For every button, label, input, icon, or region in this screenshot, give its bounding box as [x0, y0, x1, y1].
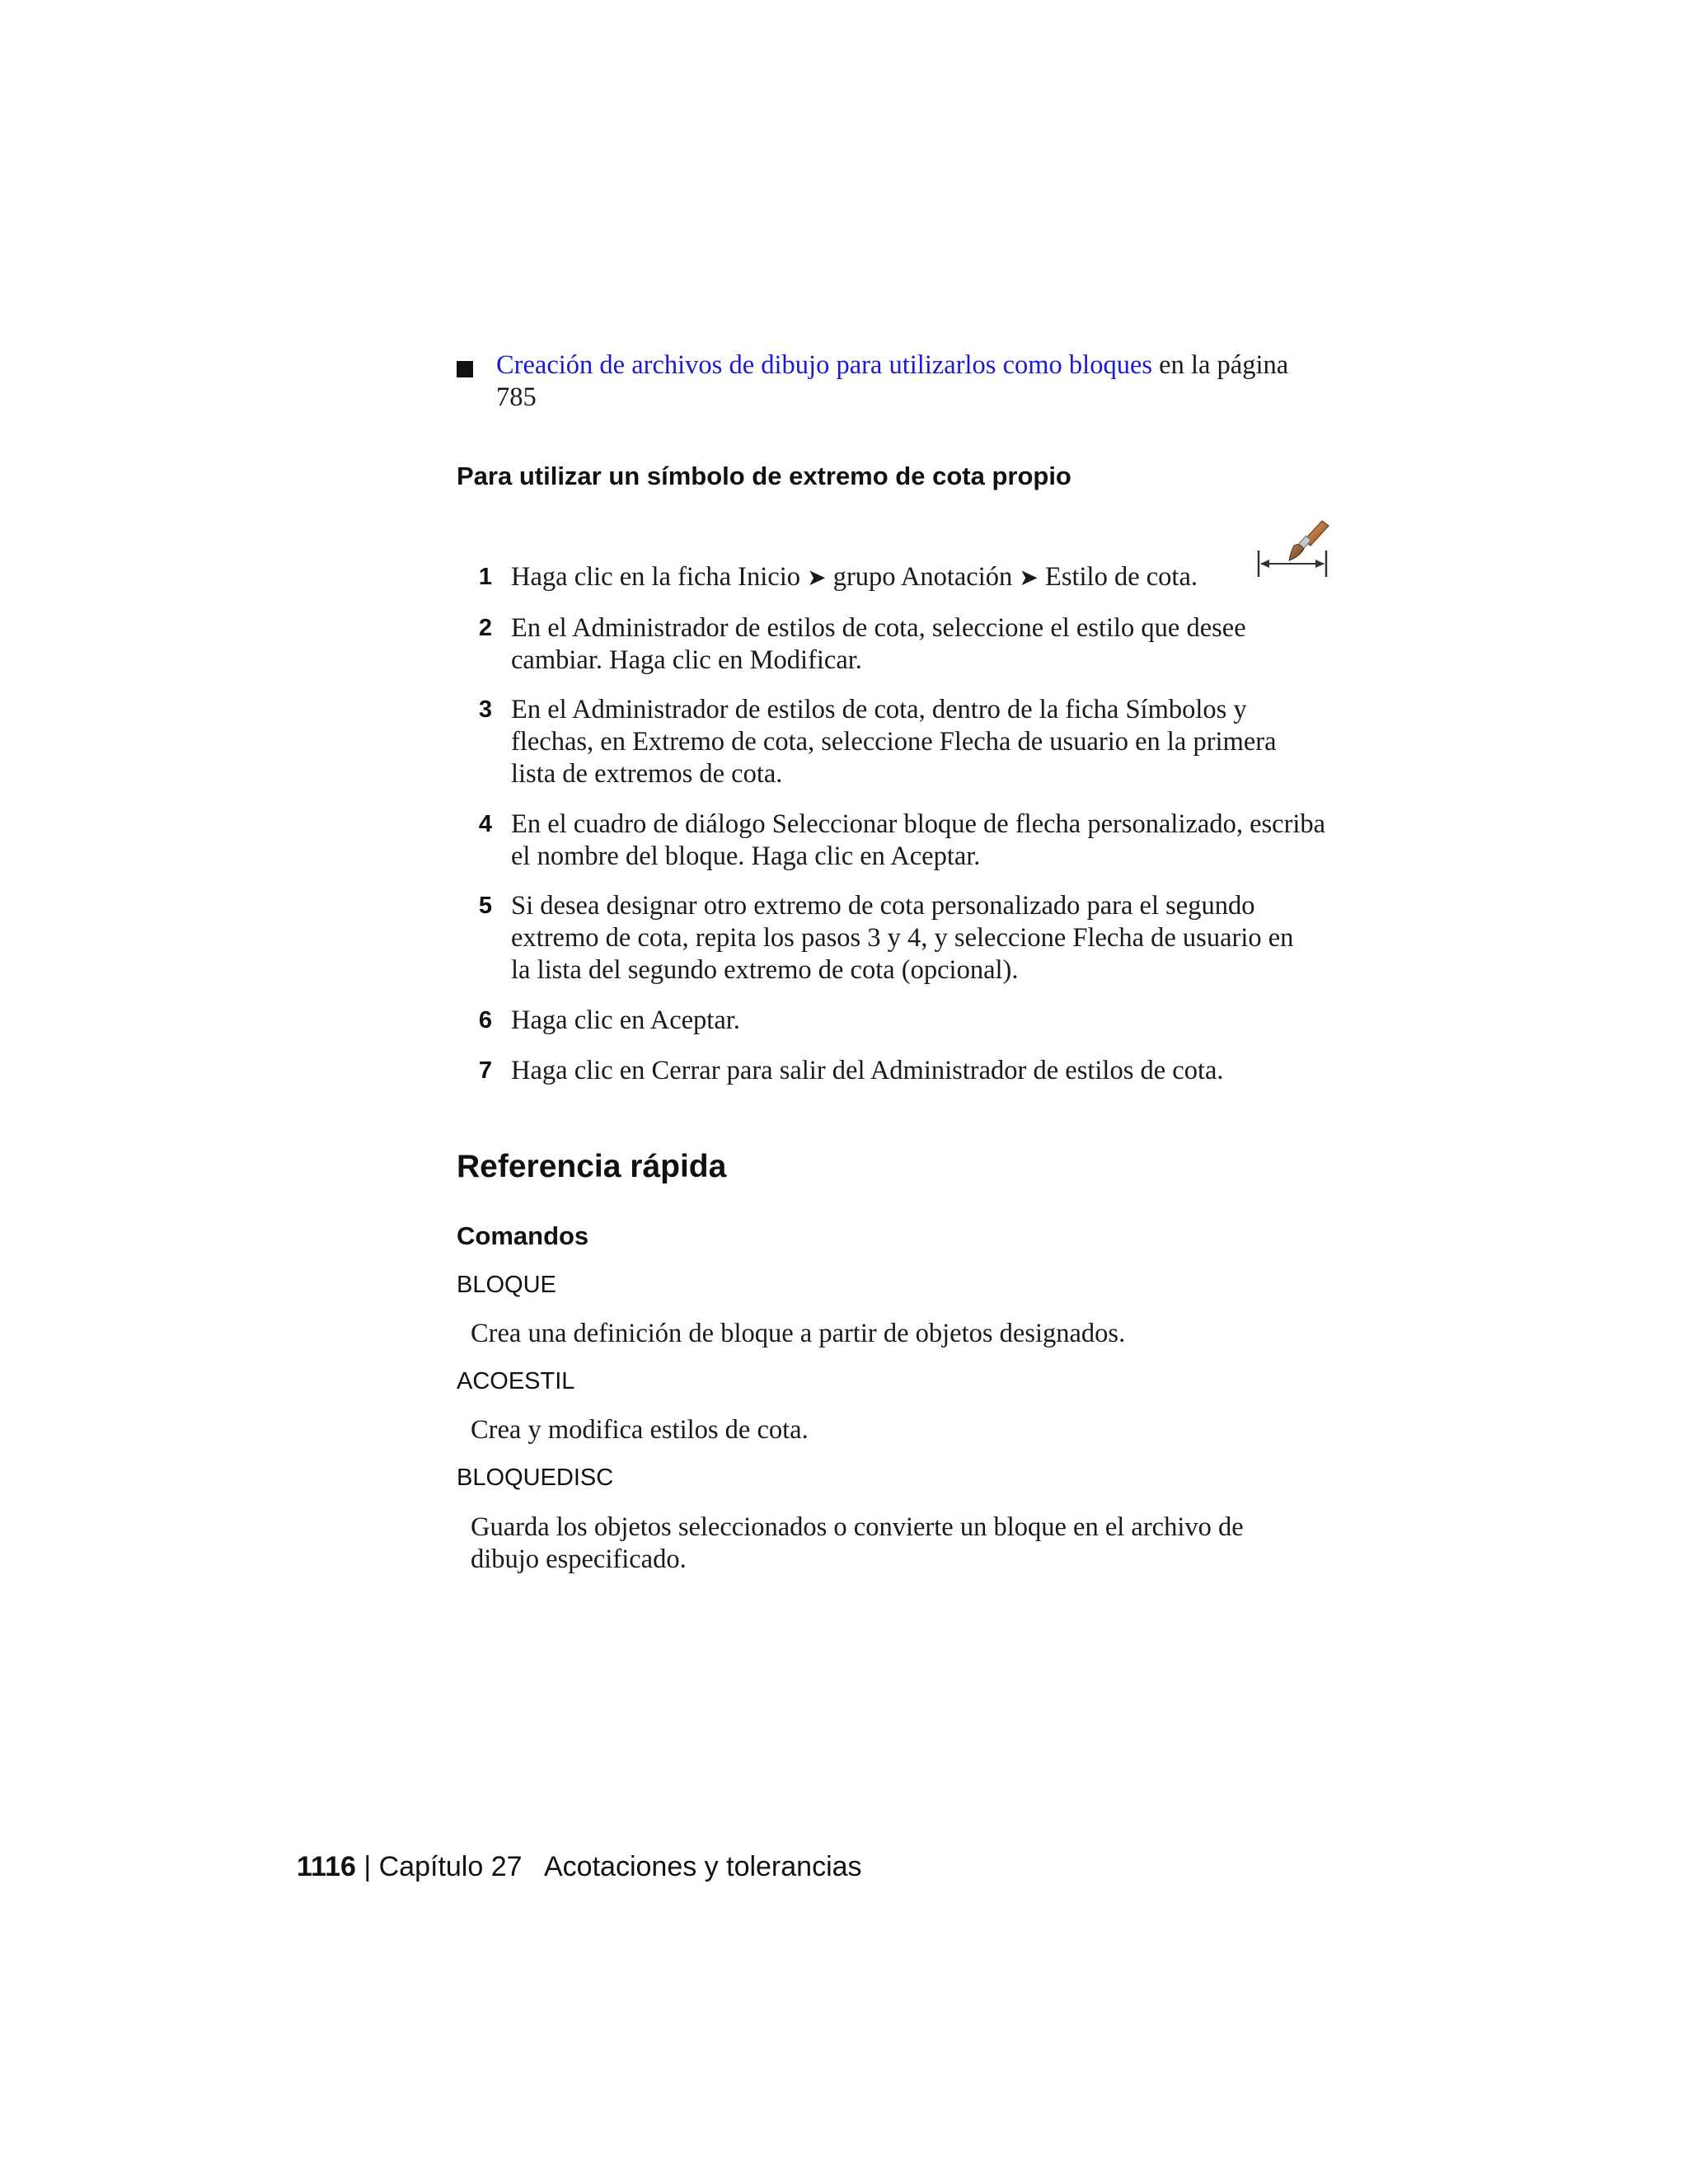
- arrow-right-icon: ➤: [1019, 565, 1039, 591]
- step-text: [511, 612, 1343, 677]
- command-description: [471, 1511, 1328, 1576]
- related-topic-link[interactable]: Creación de archivos de dibujo para utilizarlos como bloques: [496, 350, 1153, 380]
- step-1-part-2: grupo Anotación: [832, 562, 1013, 592]
- page-footer: [297, 1849, 862, 1885]
- step-1-part-1: Haga clic en la ficha Inicio: [511, 562, 800, 592]
- footer-separator: |: [355, 1851, 379, 1882]
- step-text: [511, 1005, 1343, 1037]
- command-name: BLOQUE: [457, 1272, 556, 1298]
- step-line: En el Administrador de estilos de cota, seleccione el estilo que desee: [511, 613, 1246, 643]
- arrow-right-icon: ➤: [807, 565, 827, 591]
- command-description: [471, 1318, 1328, 1350]
- command-name: ACOESTIL: [457, 1368, 575, 1394]
- step-line: En el cuadro de diálogo Seleccionar bloque de flecha personalizado, escriba: [511, 809, 1326, 839]
- step-line: extremo de cota, repita los pasos 3 y 4, y seleccione Flecha de usuario en: [511, 923, 1294, 953]
- step-number: 2: [478, 615, 493, 641]
- bullet-square-icon: [457, 361, 473, 377]
- commands-heading: Comandos: [457, 1221, 589, 1250]
- step-number: 5: [478, 893, 493, 919]
- command-name: BLOQUEDISC: [457, 1465, 614, 1491]
- step-line: el nombre del bloque. Haga clic en Aceptar.: [511, 841, 981, 871]
- step-number: 7: [478, 1057, 493, 1084]
- step-text: [511, 1055, 1343, 1087]
- command-description-line: Crea y modifica estilos de cota.: [471, 1415, 809, 1445]
- quick-reference-heading: Referencia rápida: [457, 1149, 727, 1184]
- link-suffix: en la página: [1152, 350, 1289, 380]
- command-description-line: Crea una definición de bloque a partir de objetos designados.: [471, 1319, 1126, 1348]
- step-line: la lista del segundo extremo de cota (opcional).: [511, 955, 1019, 985]
- command-description: [471, 1414, 1328, 1446]
- step-line: En el Administrador de estilos de cota, dentro de la ficha Símbolos y: [511, 695, 1247, 724]
- step-line: Haga clic en Cerrar para salir del Administrador de estilos de cota.: [511, 1056, 1224, 1085]
- step-1-part-3: Estilo de cota.: [1044, 562, 1198, 592]
- step-line: Si desea designar otro extremo de cota personalizado para el segundo: [511, 891, 1255, 921]
- related-link-text: [496, 349, 1353, 414]
- step-number: 1: [478, 564, 493, 590]
- footer-gap: [523, 1851, 544, 1882]
- step-number: 4: [478, 811, 493, 837]
- step-line: Haga clic en Aceptar.: [511, 1005, 740, 1035]
- step-text: [511, 561, 1343, 594]
- step-number: 6: [478, 1007, 493, 1033]
- page-number: 1116: [297, 1851, 356, 1882]
- link-page-number: 785: [496, 382, 537, 412]
- command-description-line: Guarda los objetos seleccionados o convierte un bloque en el archivo de: [471, 1512, 1244, 1542]
- step-text: [511, 890, 1343, 987]
- step-line: cambiar. Haga clic en Modificar.: [511, 645, 862, 675]
- step-number: 3: [478, 696, 493, 723]
- step-text: [511, 694, 1343, 790]
- procedure-heading: Para utilizar un símbolo de extremo de cota propio: [457, 462, 1071, 490]
- chapter-label: Capítulo 27: [378, 1851, 523, 1882]
- chapter-title: Acotaciones y tolerancias: [544, 1851, 862, 1882]
- command-description-line: dibujo especificado.: [471, 1544, 687, 1574]
- step-line: lista de extremos de cota.: [511, 759, 783, 789]
- step-text: [511, 808, 1343, 873]
- step-line: flechas, en Extremo de cota, seleccione Flecha de usuario en la primera: [511, 727, 1277, 757]
